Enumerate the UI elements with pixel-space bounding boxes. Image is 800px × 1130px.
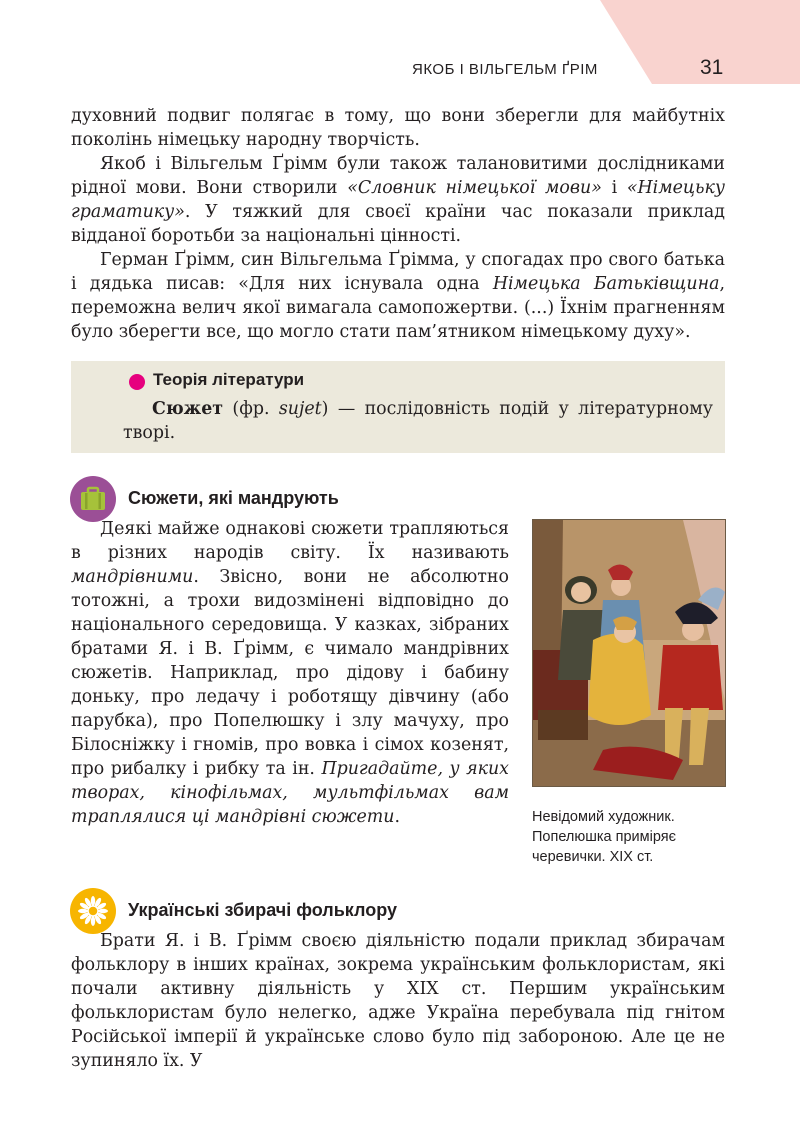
section-title-ukrainian-collectors: Українські збирачі фольклору	[128, 900, 397, 920]
section-title-wandering-plots: Сюжети, які мандрують	[128, 488, 339, 508]
task-question: Пригадайте, у яких творах, кінофільмах, мультфільмах вам траплялися ці мандрівні сюжети	[71, 759, 509, 827]
page-number: 31	[700, 56, 724, 79]
wandering-term: мандрівними	[71, 567, 194, 587]
theory-box	[71, 361, 725, 453]
grammar-title: «Німецьку граматику»	[71, 178, 725, 222]
section1-paragraph: Деякі майже однакові сюжети трапляються в різних народів світу. Їх називають мандрівними. Звісно, вони не абсолютно тотожні, а трохи видозмінені відповідно до національного середовища. У казках, зібраних братами Я. і В. Ґрімм, є чимало мандрівних сюжетів. Наприклад, про дідову і бабину доньку, про ледачу і роботящу дівчину (або парубка), про Попелюшку і злу мачуху, про Білосніжку і гномів, про вовка і сімох козенят, про рибалку і рибку та ін. Пригадайте, у яких творах, кінофільмах, мультфільмах вам траплялися ці мандрівні сюжети.	[71, 519, 509, 827]
dictionary-title: «Словник німецької мови»	[347, 178, 602, 198]
sun-flower-icon	[70, 888, 116, 934]
painting-caption: Невідомий художник. Попелюшка приміряє черевички. XIX ст.	[532, 809, 677, 865]
bullet-dot-icon	[129, 374, 145, 390]
fatherland-phrase: Німецька Батьківщина	[492, 274, 720, 294]
theory-term: Сюжет	[152, 399, 224, 419]
running-head: ЯКОБ І ВІЛЬГЕЛЬМ ҐРІМ	[412, 61, 598, 78]
cinderella-painting	[532, 519, 726, 787]
intro-paragraph-2: Якоб і Вільгельм Ґрімм були також талановитими дослідниками рідної мови. Вони створили «Словник німецької мови» і «Німецьку граматику». У тяжкий для своєї країни час показали приклад відданої боротьби за національні цінності.	[71, 154, 725, 246]
section2-paragraph: Брати Я. і В. Ґрімм своєю діяльністю подали приклад збирачам фольклору в інших країнах, зокрема українським фольклористам, які почали активну діяльність у XIX ст. Першим українським фольклористам було нелегко, адже Україна перебувала під гнітом Російської імперії й українське слово було під забороною. Але це не зупиняло їх. У	[71, 931, 725, 1071]
intro-paragraph-1: духовний подвиг полягає в тому, що вони зберегли для майбутніх поколінь німецьку народну творчість.	[71, 106, 725, 150]
theory-definition: Сюжет (фр. sujet) — послідовність подій у літературному творі.	[123, 399, 713, 443]
suitcase-icon	[70, 476, 116, 522]
intro-paragraph-3: Герман Ґрімм, син Вільгельма Ґрімма, у спогадах про свого батька і дядька писав: «Для них існувала одна Німецька Батьківщина, переможна велич якої вимагала самопожертви. (...) Їхнім прагненням було зберегти все, що могло стати пам’ятником німецькому духу».	[71, 250, 725, 342]
theory-title: Теорія літератури	[153, 370, 305, 389]
